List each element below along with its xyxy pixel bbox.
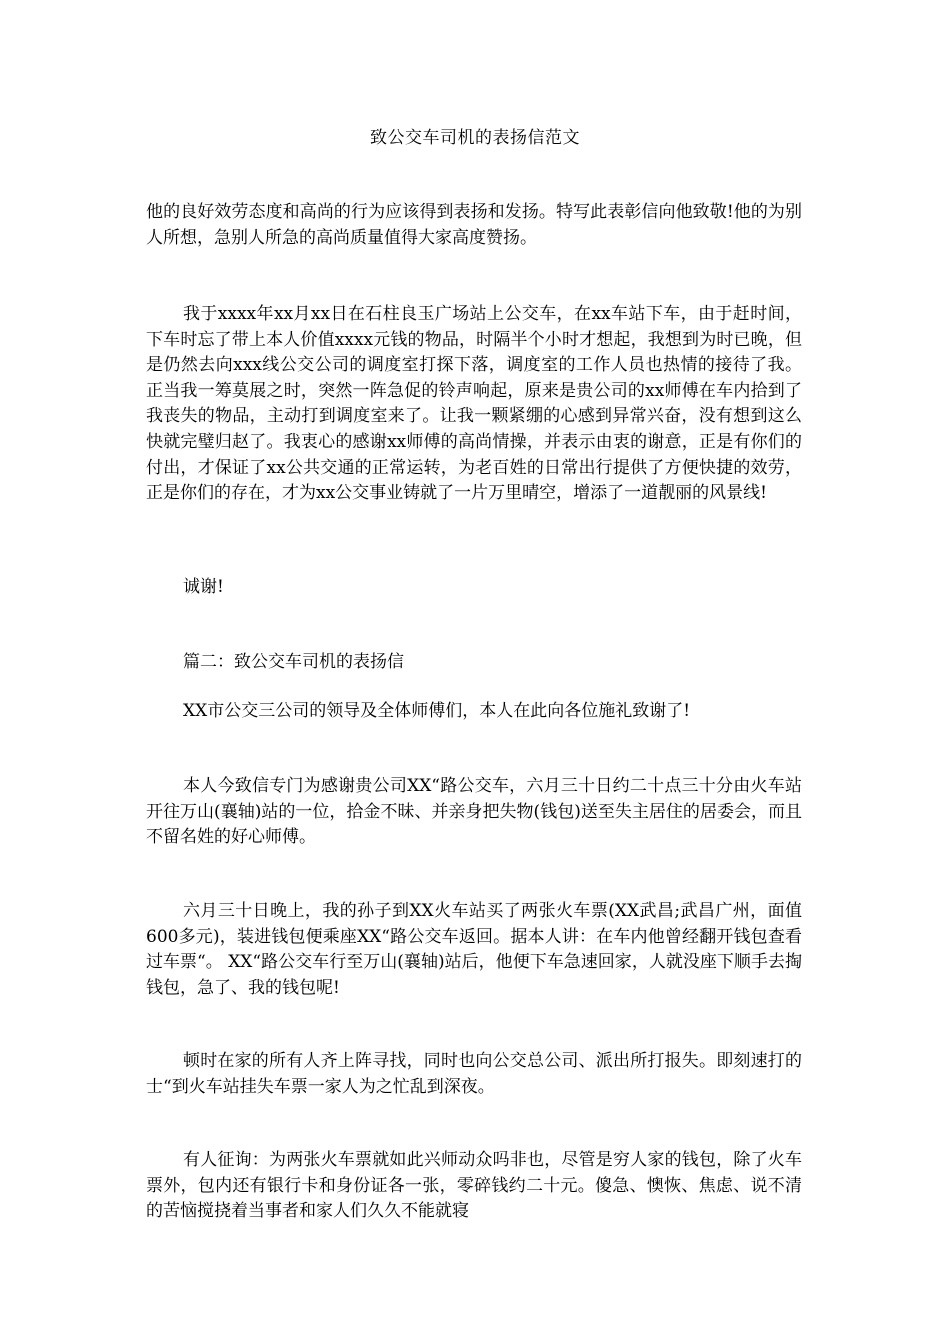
paragraph-worry: 有人征询：为两张火车票就如此兴师动众吗非也，尽管是穷人家的钱包，除了火车票外，包内还有银行卡和身份证各一张，零碎钱约二十元。傻急、懊恢、焦虑、说不清的苦恼搅挠着当事者和家人们久久不能就寝 <box>146 1150 802 1222</box>
paragraph-story: 我于xxxx年xx月xx日在石柱良玉广场站上公交车，在xx车站下车，由于赶时间，下车时忘了带上本人价值xxxx元钱的物品，时隔半个小时才想起，我想到为时已晚，但是仍然去向xxx线公交公司的调度室打探下落，调度室的工作人员也热情的接待了我。正当我一筹莫展之时，突然一阵急促的铃声响起，原来是贵公司的xx师傅在车内拾到了我丧失的物品，主动打到调度室来了。让我一颗紧绷的心感到异常兴奋，没有想到这么快就完璧归赵了。我衷心的感谢xx师傅的高尚情操，并表示由衷的谢意，正是有你们的付出，才保证了xx公共交通的正常运转，为老百姓的日常出行提供了方便快捷的效劳，正是你们的存在，才为xx公交事业铸就了一片万里晴空，增添了一道靓丽的风景线! <box>146 304 802 504</box>
paragraph-search: 顿时在家的所有人齐上阵寻找，同时也向公交总公司、派出所打报失。即刻速打的士“到火车站挂失车票一家人为之忙乱到深夜。 <box>146 1051 802 1097</box>
paragraph-thanks: 诚谢! <box>183 577 224 597</box>
section-heading: 篇二：致公交车司机的表扬信 <box>183 652 404 672</box>
document-title: 致公交车司机的表扬信范文 <box>370 128 580 148</box>
paragraph-incident: 六月三十日晚上，我的孙子到XX火车站买了两张火车票(XX武昌;武昌广州，面值600多元)，装进钱包便乘座XX“路公交车返回。据本人讲：在车内他曾经翻开钱包查看过车票“。 XX“路公交车行至万山(襄轴)站后，他便下车急速回家，人就没座下顺手去掏钱包，急了、我的钱包呢! <box>146 901 802 998</box>
paragraph-gratitude: 本人今致信专门为感谢贵公司XX“路公交车，六月三十日约二十点三十分由火车站开往万山(襄轴)站的一位，拾金不昧、并亲身把失物(钱包)送至失主居住的居委会，而且不留名姓的好心师傅。 <box>146 776 802 848</box>
paragraph-salutation: XX市公交三公司的领导及全体师傅们，本人在此向各位施礼致谢了! <box>183 701 691 721</box>
paragraph-intro: 他的良好效劳态度和高尚的行为应该得到表扬和发扬。特写此表彰信向他致敬!他的为别人所想，急别人所急的高尚质量值得大家高度赞扬。 <box>146 202 802 248</box>
